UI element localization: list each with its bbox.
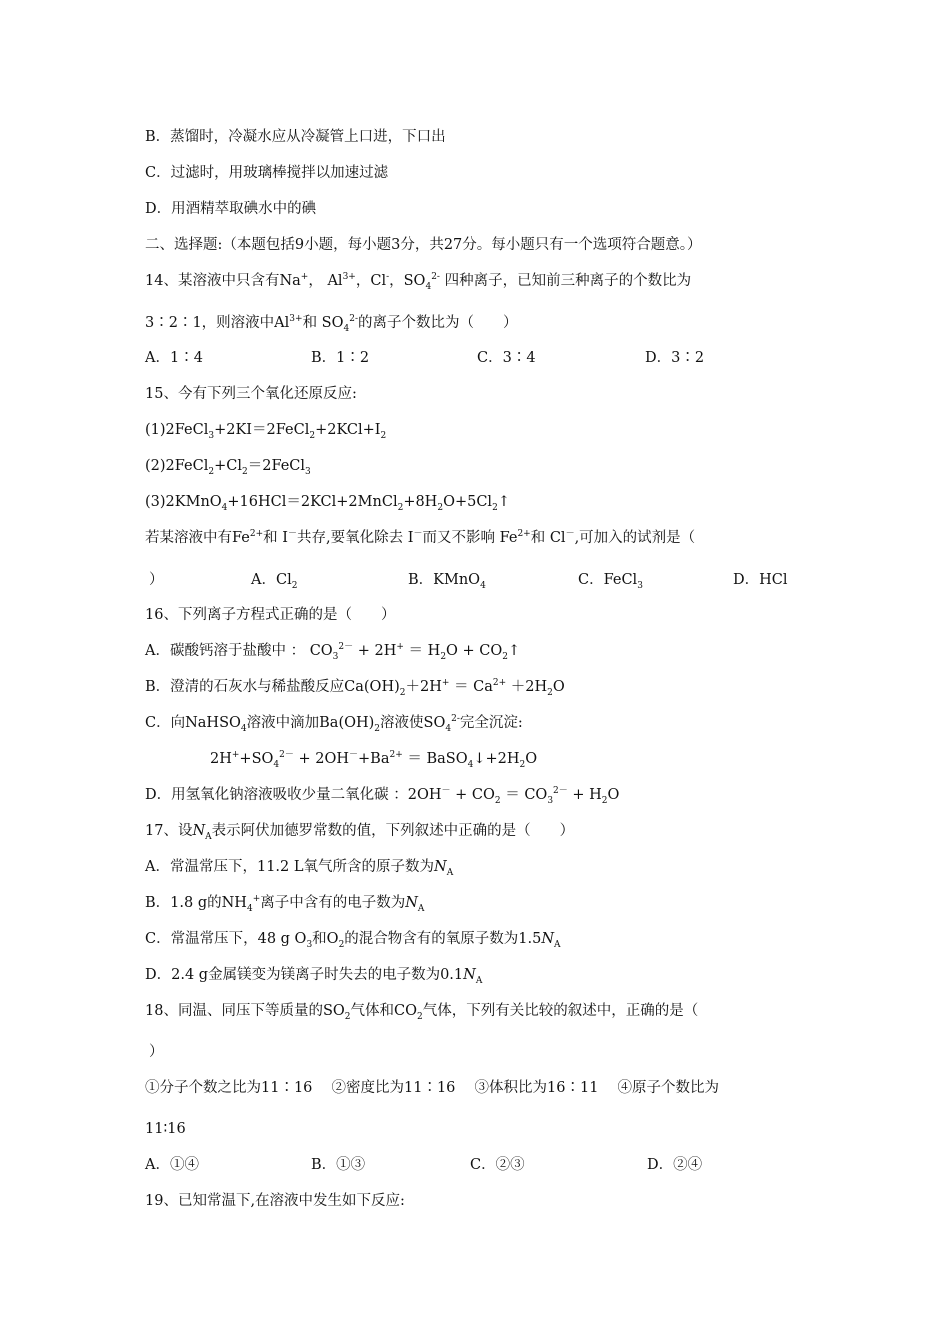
q14-stem-line2: 3∶2∶1，则溶液中$Al^{3+}$和 $SO_4^{2-}$的离子个数比为（ ） <box>145 314 518 334</box>
q18-option-d: D．②④ <box>647 1157 703 1173</box>
q18-option-a: A．①④ <box>145 1157 199 1173</box>
q15-stem: 15、今有下列三个氧化还原反应: <box>145 386 357 402</box>
q15-reaction-2: $(2)2FeCl_2+Cl_2=2FeCl_3$ <box>145 458 311 477</box>
q18-stem: 18、同温、同压下等质量的$SO_2$气体和$CO_2$气体，下列有关比较的叙述中，正确的是（ <box>145 1003 699 1022</box>
q19-stem: 19、已知常温下,在溶液中发生如下反应: <box>145 1193 405 1209</box>
q17-option-a: A．常温常压下，11.2 L氧气所含的原子数为$N_A$ <box>145 859 454 878</box>
q14-option-b: B．1∶2 <box>311 350 370 366</box>
q15-option-a: A．$Cl_2$ <box>251 572 298 591</box>
q18-close-paren: ） <box>149 1044 164 1060</box>
q15-option-b: B．KMnO$_4$ <box>408 572 486 591</box>
q15-close-paren: ） <box>149 572 164 588</box>
q17-stem: 17、设$N_A$表示阿伏加德罗常数的值，下列叙述中正确的是（ ） <box>145 823 575 842</box>
q18-statements: ①分子个数之比为11∶16 ②密度比为11∶16 ③体积比为16∶11 ④原子个数比为 <box>145 1080 720 1096</box>
q15-reaction-1: $(1)2FeCl_3+2KI=2FeCl_2+2KCl+I_2$ <box>145 422 387 441</box>
section-heading: 二、选择题:（本题包括9小题，每小题3分，共27分。每小题只有一个选项符合题意。） <box>145 237 702 253</box>
q15-reaction-3: $(3)2KMnO_4+16HCl=2KCl+2MnCl_2+8H_2O+5Cl_2↑$ <box>145 494 510 513</box>
q17-option-b: B．1.8 g的$NH_4^+$离子中含有的电子数为$N_A$ <box>145 894 425 914</box>
q13-option-c: C．过滤时，用玻璃棒搅拌以加速过滤 <box>145 165 389 181</box>
q15-question: 若某溶液中有$Fe^{2+}$和 I－共存,要氧化除去 I－而又不影响 $Fe^{2+}$和 Cl－,可加入的试剂是（ <box>145 529 696 546</box>
q18-option-c: C．②③ <box>470 1157 525 1173</box>
q18-option-b: B．①③ <box>311 1157 366 1173</box>
q14-option-a: A．1∶4 <box>145 350 203 366</box>
q14-option-d: D．3∶2 <box>645 350 705 366</box>
q15-option-c: C．FeCl$_3$ <box>578 572 643 591</box>
q16-option-c-equation: $2H^++SO_4^{2-} + 2OH^-+Ba^{2+}$ ＝ $BaSO_4↓+2H_2O$ <box>210 750 538 770</box>
q17-option-c: C．常温常压下，48 g $O_3$和$O_2$的混合物含有的氧原子数为$1.5N_A$ <box>145 931 561 950</box>
q16-option-d: D．用氢氧化钠溶液吸收少量二氧化碳 ：$2OH^- + CO_2 = CO_3^{2-} + H_2O$ <box>145 786 620 806</box>
q14-stem: 14、某溶液中只含有Na+， $Al^{3+}$，Cl-，$SO_4^{2-}$ 四种离子，已知前三种离子的个数比为 <box>145 272 692 292</box>
q17-option-d: D．2.4 g金属镁变为镁离子时失去的电子数为$0.1N_A$ <box>145 967 483 986</box>
q15-option-d: D．HCl <box>733 572 788 588</box>
q18-statements-line2: 11∶16 <box>145 1121 186 1137</box>
q14-option-c: C．3∶4 <box>477 350 536 366</box>
q16-option-b: B．澄清的石灰水与稀盐酸反应$Ca(OH)_2+2H^+ = Ca^{2+} +2H_2O$ <box>145 678 565 698</box>
q16-stem: 16、下列离子方程式正确的是（ ） <box>145 607 396 623</box>
q13-option-b: B．蒸馏时，冷凝水应从冷凝管上口进，下口出 <box>145 129 446 145</box>
q13-option-d: D．用酒精萃取碘水中的碘 <box>145 201 317 217</box>
q16-option-a: A．碳酸钙溶于盐酸中 ： $CO_3^{2-} + 2H^+ = H_2O$ + $CO_2↑$ <box>145 642 521 662</box>
q16-option-c: C．向NaHSO$_4$溶液中滴加$Ba(OH)_2$溶液使$SO_4^{2-}$完全沉淀: <box>145 714 523 734</box>
